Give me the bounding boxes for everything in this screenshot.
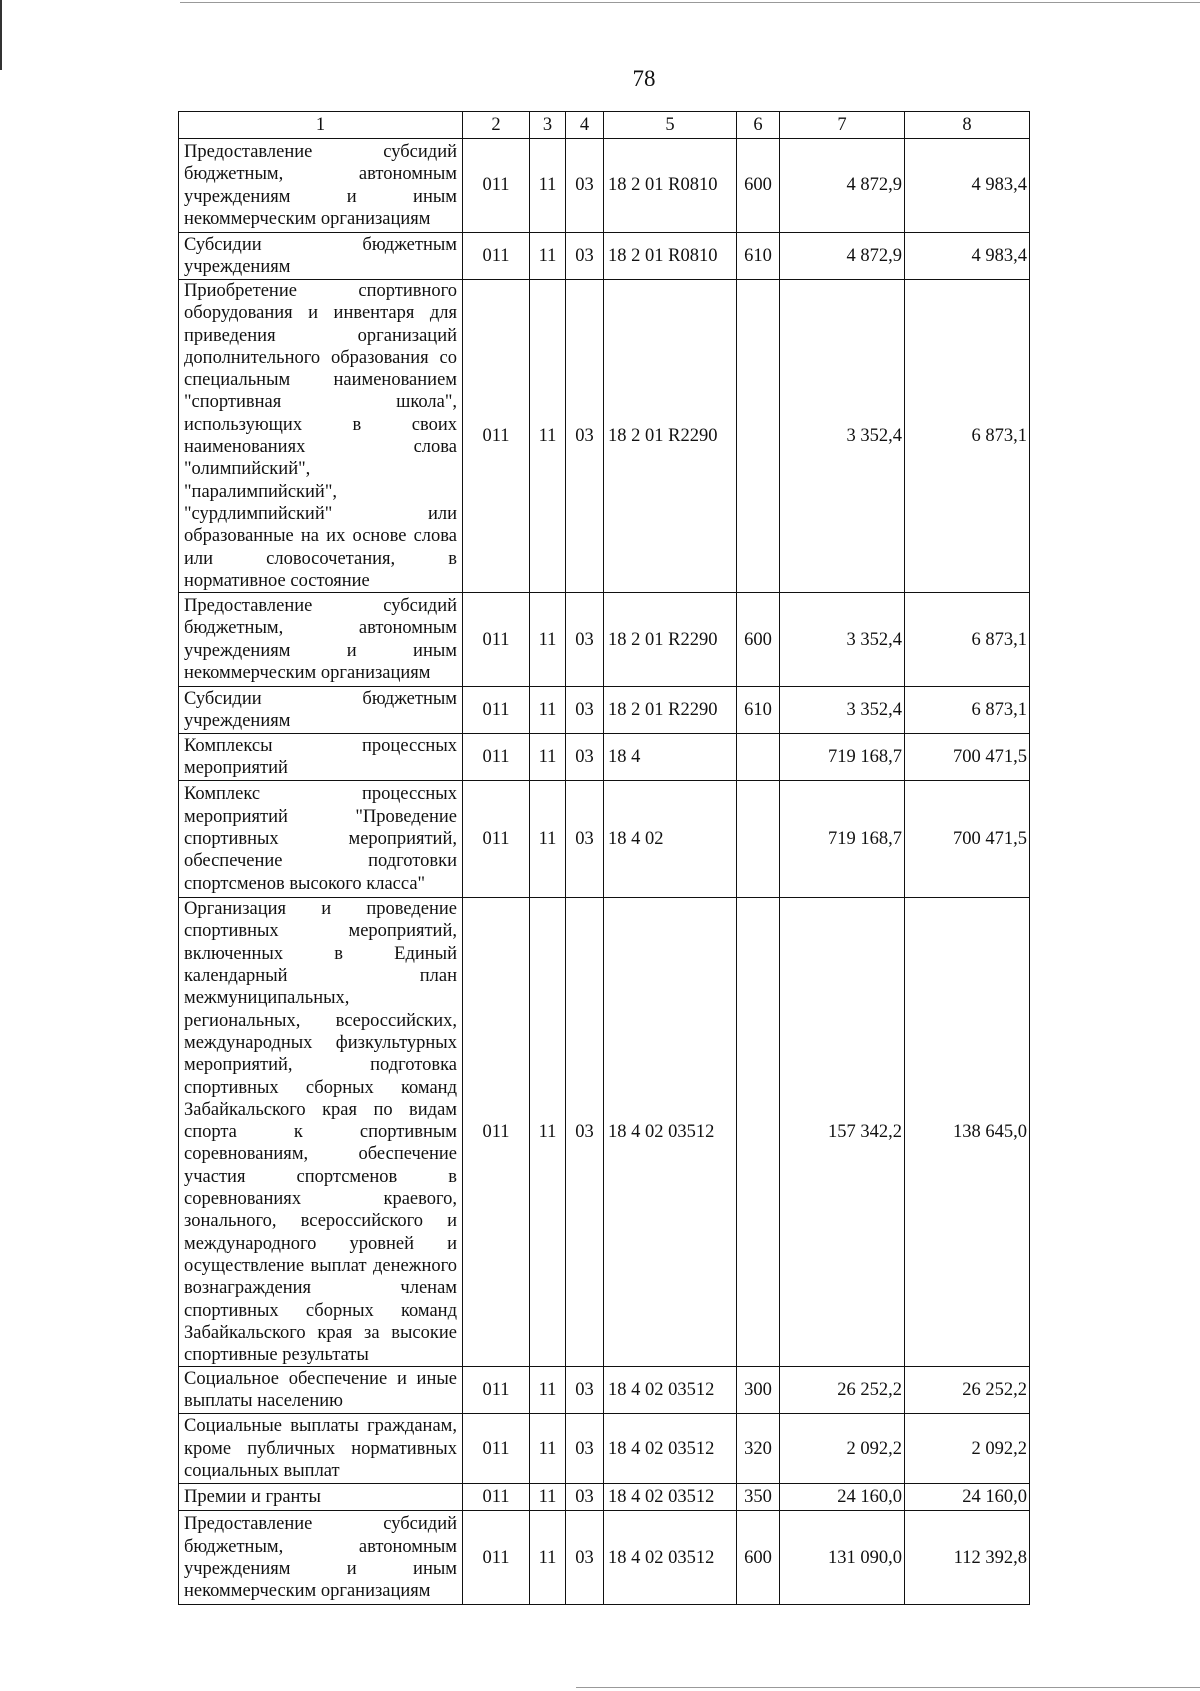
expense-type-code: 600 xyxy=(737,139,780,233)
expense-type-code xyxy=(737,781,780,898)
target-article-code: 18 2 01 R2290 xyxy=(604,593,737,687)
target-article-code: 18 4 02 xyxy=(604,781,737,898)
item-name: Комплекс процессных мероприятий "Проведение спортивных мероприятий, обеспечение подготовки спортсменов высокого класса" xyxy=(179,781,463,898)
subsection-code: 03 xyxy=(566,1484,604,1511)
ministry-code: 011 xyxy=(463,139,530,233)
amount-year-1: 3 352,4 xyxy=(780,687,905,734)
item-name: Социальное обеспечение и иные выплаты населению xyxy=(179,1367,463,1414)
amount-year-2: 6 873,1 xyxy=(905,687,1030,734)
expense-type-code: 610 xyxy=(737,233,780,280)
subsection-code: 03 xyxy=(566,1367,604,1414)
table-row xyxy=(179,898,1030,1367)
target-article-code: 18 4 xyxy=(604,734,737,781)
ministry-code: 011 xyxy=(463,593,530,687)
subsection-code: 03 xyxy=(566,280,604,593)
table-row xyxy=(179,139,1030,233)
amount-year-1: 4 872,9 xyxy=(780,233,905,280)
subsection-code: 03 xyxy=(566,139,604,233)
amount-year-2: 112 392,8 xyxy=(905,1511,1030,1605)
amount-year-1: 131 090,0 xyxy=(780,1511,905,1605)
section-code: 11 xyxy=(530,1511,566,1605)
expense-type-code: 300 xyxy=(737,1367,780,1414)
section-code: 11 xyxy=(530,233,566,280)
ministry-code: 011 xyxy=(463,1367,530,1414)
amount-year-1: 719 168,7 xyxy=(780,781,905,898)
item-name: Комплексы процессных мероприятий xyxy=(179,734,463,781)
column-header: 8 xyxy=(905,112,1030,139)
target-article-code: 18 4 02 03512 xyxy=(604,1414,737,1484)
subsection-code: 03 xyxy=(566,233,604,280)
amount-year-2: 4 983,4 xyxy=(905,139,1030,233)
column-header: 1 xyxy=(179,112,463,139)
column-header: 2 xyxy=(463,112,530,139)
target-article-code: 18 2 01 R2290 xyxy=(604,687,737,734)
section-code: 11 xyxy=(530,593,566,687)
section-code: 11 xyxy=(530,1367,566,1414)
amount-year-1: 157 342,2 xyxy=(780,898,905,1367)
section-code: 11 xyxy=(530,781,566,898)
section-code: 11 xyxy=(530,139,566,233)
amount-year-2: 6 873,1 xyxy=(905,593,1030,687)
ministry-code: 011 xyxy=(463,898,530,1367)
table-row xyxy=(179,233,1030,280)
item-name: Предоставление субсидий бюджетным, автономным учреждениям и иным некоммерческим организациям xyxy=(179,139,463,233)
expense-type-code: 350 xyxy=(737,1484,780,1511)
target-article-code: 18 4 02 03512 xyxy=(604,1484,737,1511)
table-row xyxy=(179,1511,1030,1605)
target-article-code: 18 4 02 03512 xyxy=(604,1511,737,1605)
expense-type-code: 600 xyxy=(737,1511,780,1605)
amount-year-1: 26 252,2 xyxy=(780,1367,905,1414)
table-row xyxy=(179,1367,1030,1414)
ministry-code: 011 xyxy=(463,1414,530,1484)
amount-year-1: 3 352,4 xyxy=(780,280,905,593)
item-name: Социальные выплаты гражданам, кроме публичных нормативных социальных выплат xyxy=(179,1414,463,1484)
expense-type-code xyxy=(737,280,780,593)
amount-year-2: 700 471,5 xyxy=(905,734,1030,781)
table-row xyxy=(179,593,1030,687)
expense-type-code: 320 xyxy=(737,1414,780,1484)
subsection-code: 03 xyxy=(566,1511,604,1605)
subsection-code: 03 xyxy=(566,1414,604,1484)
section-code: 11 xyxy=(530,1414,566,1484)
amount-year-2: 700 471,5 xyxy=(905,781,1030,898)
target-article-code: 18 2 01 R2290 xyxy=(604,280,737,593)
amount-year-1: 24 160,0 xyxy=(780,1484,905,1511)
amount-year-2: 138 645,0 xyxy=(905,898,1030,1367)
expense-type-code xyxy=(737,898,780,1367)
amount-year-1: 719 168,7 xyxy=(780,734,905,781)
subsection-code: 03 xyxy=(566,687,604,734)
subsection-code: 03 xyxy=(566,734,604,781)
section-code: 11 xyxy=(530,687,566,734)
column-header: 3 xyxy=(530,112,566,139)
subsection-code: 03 xyxy=(566,593,604,687)
ministry-code: 011 xyxy=(463,1484,530,1511)
column-header: 7 xyxy=(780,112,905,139)
target-article-code: 18 2 01 R0810 xyxy=(604,139,737,233)
column-header: 5 xyxy=(604,112,737,139)
amount-year-1: 2 092,2 xyxy=(780,1414,905,1484)
item-name: Приобретение спортивного оборудования и инвентаря для приведения организаций дополнительного образования со специальным наименованием "спортивная школа", использующих в своих наименованиях слова "олимпийский", "паралимпийский", "сурдлимпийский" или образованные на их основе слова или словосочетания, в нормативное состояние xyxy=(179,280,463,593)
amount-year-2: 4 983,4 xyxy=(905,233,1030,280)
item-name: Субсидии бюджетным учреждениям xyxy=(179,233,463,280)
ministry-code: 011 xyxy=(463,687,530,734)
amount-year-1: 4 872,9 xyxy=(780,139,905,233)
table-row xyxy=(179,1414,1030,1484)
scan-edge-mark xyxy=(0,0,2,70)
amount-year-1: 3 352,4 xyxy=(780,593,905,687)
target-article-code: 18 4 02 03512 xyxy=(604,898,737,1367)
column-header: 4 xyxy=(566,112,604,139)
item-name: Субсидии бюджетным учреждениям xyxy=(179,687,463,734)
section-code: 11 xyxy=(530,1484,566,1511)
top-rule xyxy=(180,2,1200,3)
ministry-code: 011 xyxy=(463,280,530,593)
table-row xyxy=(179,1484,1030,1511)
item-name: Предоставление субсидий бюджетным, автономным учреждениям и иным некоммерческим организациям xyxy=(179,1511,463,1605)
table-header-row xyxy=(179,112,1030,139)
section-code: 11 xyxy=(530,280,566,593)
subsection-code: 03 xyxy=(566,781,604,898)
table-row xyxy=(179,280,1030,593)
expense-type-code xyxy=(737,734,780,781)
item-name: Премии и гранты xyxy=(179,1484,463,1511)
amount-year-2: 6 873,1 xyxy=(905,280,1030,593)
ministry-code: 011 xyxy=(463,734,530,781)
ministry-code: 011 xyxy=(463,781,530,898)
ministry-code: 011 xyxy=(463,233,530,280)
budget-table xyxy=(178,111,1030,1605)
expense-type-code: 600 xyxy=(737,593,780,687)
ministry-code: 011 xyxy=(463,1511,530,1605)
target-article-code: 18 4 02 03512 xyxy=(604,1367,737,1414)
item-name: Предоставление субсидий бюджетным, автономным учреждениям и иным некоммерческим организациям xyxy=(179,593,463,687)
amount-year-2: 24 160,0 xyxy=(905,1484,1030,1511)
table-row xyxy=(179,781,1030,898)
section-code: 11 xyxy=(530,734,566,781)
table-row xyxy=(179,734,1030,781)
amount-year-2: 2 092,2 xyxy=(905,1414,1030,1484)
subsection-code: 03 xyxy=(566,898,604,1367)
expense-type-code: 610 xyxy=(737,687,780,734)
table-row xyxy=(179,687,1030,734)
item-name: Организация и проведение спортивных мероприятий, включенных в Единый календарный план межмуниципальных, региональных, всероссийских, международных физкультурных мероприятий, подготовка спортивных сборных команд Забайкальского края по видам спорта к спортивным соревнованиям, обеспечение участия спортсменов в соревнованиях краевого, зонального, всероссийского и международного уровней и осуществление выплат денежного вознаграждения членам спортивных сборных команд Забайкальского края за высокие спортивные результаты xyxy=(179,898,463,1367)
table-body xyxy=(179,139,1030,1605)
section-code: 11 xyxy=(530,898,566,1367)
bottom-rule xyxy=(576,1687,1200,1688)
amount-year-2: 26 252,2 xyxy=(905,1367,1030,1414)
page-number: 78 xyxy=(632,66,656,91)
target-article-code: 18 2 01 R0810 xyxy=(604,233,737,280)
column-header: 6 xyxy=(737,112,780,139)
